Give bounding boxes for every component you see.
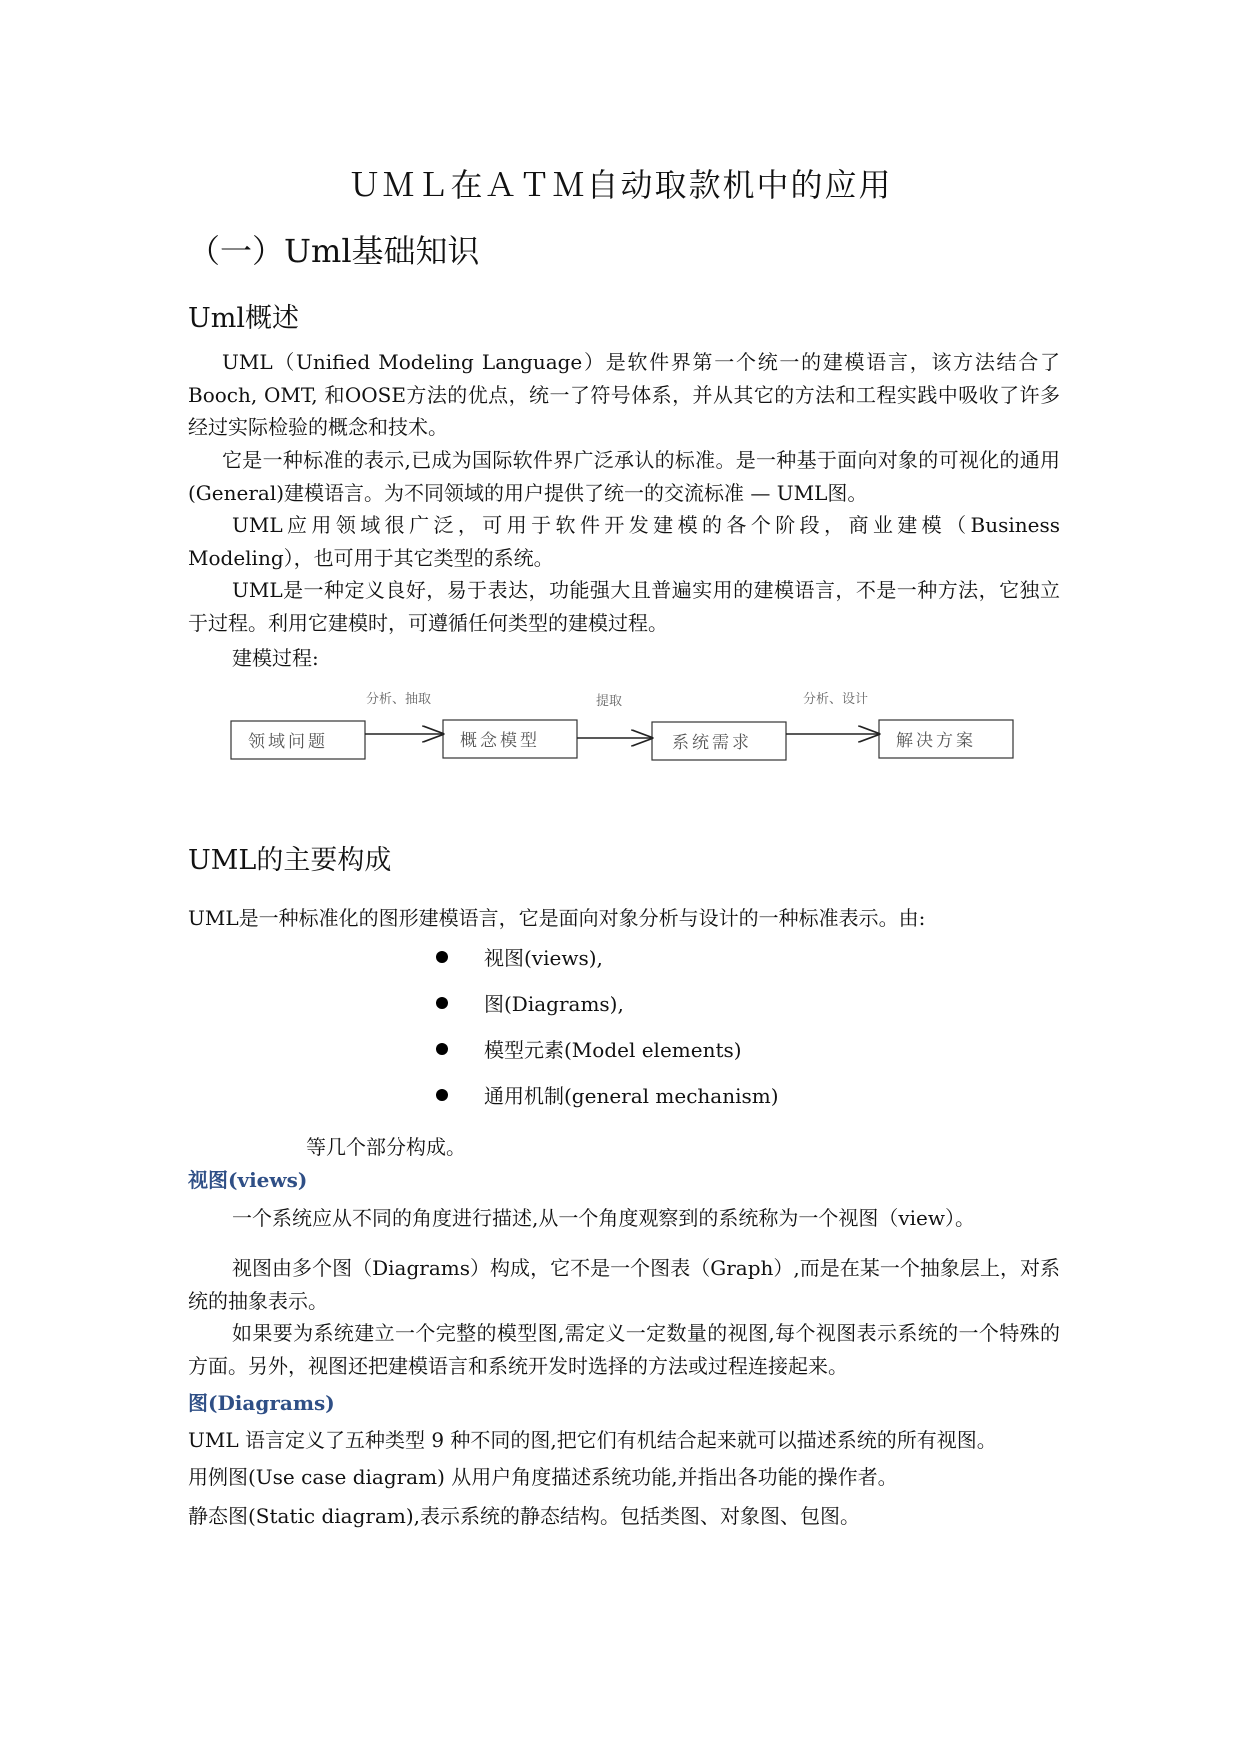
paragraph-views-purpose: 如果要为系统建立一个完整的模型图,需定义一定数量的视图,每个视图表示系统的一个特殊的方面。另外，视图还把建模语言和系统开发时选择的方法或过程连接起来。	[188, 1321, 1060, 1378]
bullet-icon	[436, 997, 448, 1009]
bullet-icon	[436, 951, 448, 963]
modeling-process-diagram	[0, 0, 1241, 800]
list-item: 通用机制(general mechanism)	[436, 1084, 779, 1130]
components-intro: UML是一种标准化的图形建模语言，它是面向对象分析与设计的一种标准表示。由:	[188, 906, 926, 930]
paragraph-views-definition: 一个系统应从不同的角度进行描述,从一个角度观察到的系统称为一个视图（view）。	[232, 1206, 976, 1230]
list-item: 视图(views),	[436, 946, 779, 992]
paragraph-views-composition: 视图由多个图（Diagrams）构成，它不是一个图表（Graph）,而是在某一个抽象层上，对系统的抽象表示。	[188, 1256, 1060, 1313]
diagrams-heading: 图(Diagrams)	[188, 1391, 335, 1415]
flow-arrow-label: 分析、设计	[803, 692, 869, 707]
flow-box-label: 系统需求	[672, 733, 752, 753]
diagrams-line: 静态图(Static diagram),表示系统的静态结构。包括类图、对象图、包图。	[188, 1504, 860, 1528]
diagrams-line: 用例图(Use case diagram) 从用户角度描述系统功能,并指出各功能的操作者。	[188, 1465, 898, 1489]
flow-box-label: 解决方案	[896, 731, 976, 751]
paragraph-uml-fields: UML应用领域很广泛，可用于软件开发建模的各个阶段，商业建模（Business Modeling），也可用于其它类型的系统。	[188, 513, 1060, 570]
section-heading-basics: （一）Uml基础知识	[188, 232, 480, 270]
bullet-icon	[436, 1043, 448, 1055]
list-item: 图(Diagrams),	[436, 992, 779, 1038]
document-title: ＵＭＬ在ＡＴＭ自动取款机中的应用	[348, 166, 893, 204]
components-list	[436, 946, 779, 1130]
bullet-icon	[436, 1089, 448, 1101]
paragraph-uml-definition: UML是一种定义良好，易于表达，功能强大且普遍实用的建模语言，不是一种方法，它独立于过程。利用它建模时，可遵循任何类型的建模过程。	[188, 578, 1060, 635]
paragraph-uml-intro: UML（Unified Modeling Language）是软件界第一个统一的建模语言，该方法结合了Booch, OMT, 和OOSE方法的优点，统一了符号体系，并从其它的方法和工程实践中吸收了许多经过实际检验的概念和技术。	[188, 350, 1060, 439]
components-closing: 等几个部分构成。	[306, 1135, 466, 1159]
subheading-overview: Uml概述	[188, 303, 299, 334]
diagrams-line: UML 语言定义了五种类型 9 种不同的图,把它们有机结合起来就可以描述系统的所有视图。	[188, 1428, 997, 1452]
subheading-main-components: UML的主要构成	[188, 845, 392, 876]
views-heading: 视图(views)	[188, 1168, 308, 1192]
paragraph-uml-standard: 它是一种标准的表示,已成为国际软件界广泛承认的标准。是一种基于面向对象的可视化的通用(General)建模语言。为不同领域的用户提供了统一的交流标准 — UML图。	[188, 448, 1060, 505]
flow-arrow-label: 分析、抽取	[366, 692, 432, 707]
flow-arrow-label: 提取	[596, 694, 623, 709]
flow-box-label: 领域问题	[248, 732, 328, 752]
flow-box-label: 概念模型	[460, 731, 540, 751]
list-item: 模型元素(Model elements)	[436, 1038, 779, 1084]
modeling-process-label: 建模过程:	[232, 646, 319, 670]
